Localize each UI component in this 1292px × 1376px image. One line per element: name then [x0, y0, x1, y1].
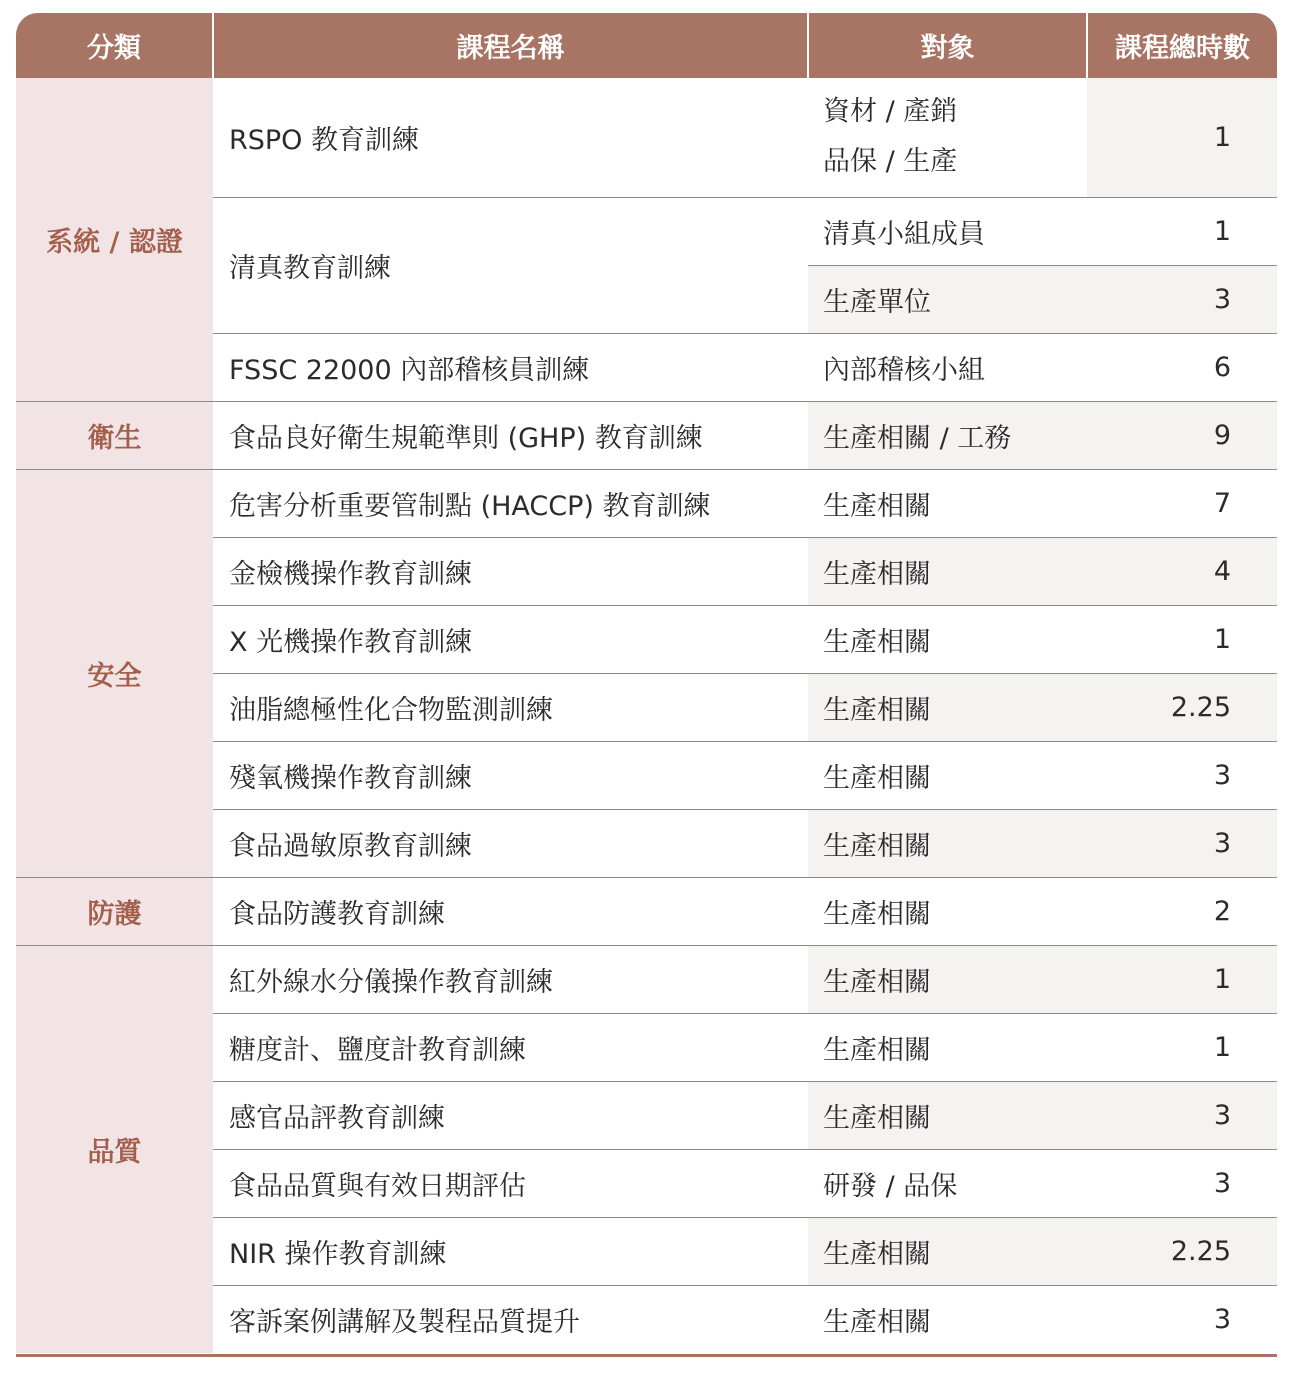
course-name: 危害分析重要管制點 (HACCP) 教育訓練 — [213, 469, 808, 537]
course-name: 油脂總極性化合物監測訓練 — [213, 673, 808, 741]
target-audience: 生產相關 — [808, 1013, 1087, 1081]
course-hours: 3 — [1087, 1285, 1277, 1353]
course-hours: 2 — [1087, 877, 1277, 945]
course-hours: 1 — [1087, 945, 1277, 1013]
course-hours: 7 — [1087, 469, 1277, 537]
target-audience: 生產相關 — [808, 741, 1087, 809]
course-name: 感官品評教育訓練 — [213, 1081, 808, 1149]
target-audience: 生產單位 — [808, 265, 1087, 333]
category-system: 系統 / 認證 — [16, 78, 213, 401]
category-safety: 安全 — [16, 469, 213, 877]
course-hours: 1 — [1087, 78, 1277, 197]
target-line: 資材 / 產銷 — [823, 96, 958, 128]
category-defense: 防護 — [16, 877, 213, 945]
course-name: NIR 操作教育訓練 — [213, 1217, 808, 1285]
course-hours: 4 — [1087, 537, 1277, 605]
course-hours: 1 — [1087, 605, 1277, 673]
table-row — [16, 469, 1277, 537]
target-audience: 生產相關 — [808, 1081, 1087, 1149]
course-hours: 2.25 — [1087, 1217, 1277, 1285]
course-name: 金檢機操作教育訓練 — [213, 537, 808, 605]
course-name: 食品品質與有效日期評估 — [213, 1149, 808, 1217]
course-name: 食品防護教育訓練 — [213, 877, 808, 945]
target-line: 品保 / 生產 — [823, 146, 958, 178]
course-name: 糖度計、鹽度計教育訓練 — [213, 1013, 808, 1081]
target-audience: 生產相關 / 工務 — [808, 401, 1087, 469]
course-hours: 1 — [1087, 1013, 1277, 1081]
target-audience: 生產相關 — [808, 1217, 1087, 1285]
course-name: RSPO 教育訓練 — [213, 78, 808, 197]
table-row — [16, 945, 1277, 1013]
course-hours: 9 — [1087, 401, 1277, 469]
course-hours: 3 — [1087, 1081, 1277, 1149]
target-audience: 生產相關 — [808, 945, 1087, 1013]
target-audience: 生產相關 — [808, 537, 1087, 605]
course-name: 清真教育訓練 — [213, 197, 808, 333]
target-audience: 生產相關 — [808, 469, 1087, 537]
course-hours: 3 — [1087, 265, 1277, 333]
course-name: 殘氧機操作教育訓練 — [213, 741, 808, 809]
course-hours: 6 — [1087, 333, 1277, 401]
course-name: 食品良好衛生規範準則 (GHP) 教育訓練 — [213, 401, 808, 469]
target-audience: 生產相關 — [808, 673, 1087, 741]
target-audience: 清真小組成員 — [808, 197, 1087, 265]
target-audience: 生產相關 — [808, 605, 1087, 673]
category-hygiene: 衛生 — [16, 401, 213, 469]
training-table-container — [16, 13, 1277, 1353]
target-audience — [808, 78, 1087, 197]
course-hours: 3 — [1087, 809, 1277, 877]
training-course-table — [16, 13, 1277, 1353]
target-audience: 生產相關 — [808, 809, 1087, 877]
course-hours: 3 — [1087, 1149, 1277, 1217]
course-hours: 1 — [1087, 197, 1277, 265]
course-hours: 2.25 — [1087, 673, 1277, 741]
course-hours: 3 — [1087, 741, 1277, 809]
table-bottom-rule — [16, 1354, 1277, 1357]
table-row — [16, 877, 1277, 945]
table-header-row — [16, 13, 1277, 78]
header-target: 對象 — [808, 13, 1087, 78]
target-audience: 生產相關 — [808, 1285, 1087, 1353]
table-row — [16, 78, 1277, 197]
course-name: 紅外線水分儀操作教育訓練 — [213, 945, 808, 1013]
header-course: 課程名稱 — [213, 13, 808, 78]
target-audience: 研發 / 品保 — [808, 1149, 1087, 1217]
course-name: X 光機操作教育訓練 — [213, 605, 808, 673]
target-audience: 生產相關 — [808, 877, 1087, 945]
table-row — [16, 401, 1277, 469]
course-name: 食品過敏原教育訓練 — [213, 809, 808, 877]
target-audience: 內部稽核小組 — [808, 333, 1087, 401]
header-hours: 課程總時數 — [1087, 13, 1277, 78]
category-quality: 品質 — [16, 945, 213, 1353]
course-name: FSSC 22000 內部稽核員訓練 — [213, 333, 808, 401]
course-name: 客訴案例講解及製程品質提升 — [213, 1285, 808, 1353]
header-category: 分類 — [16, 13, 213, 78]
